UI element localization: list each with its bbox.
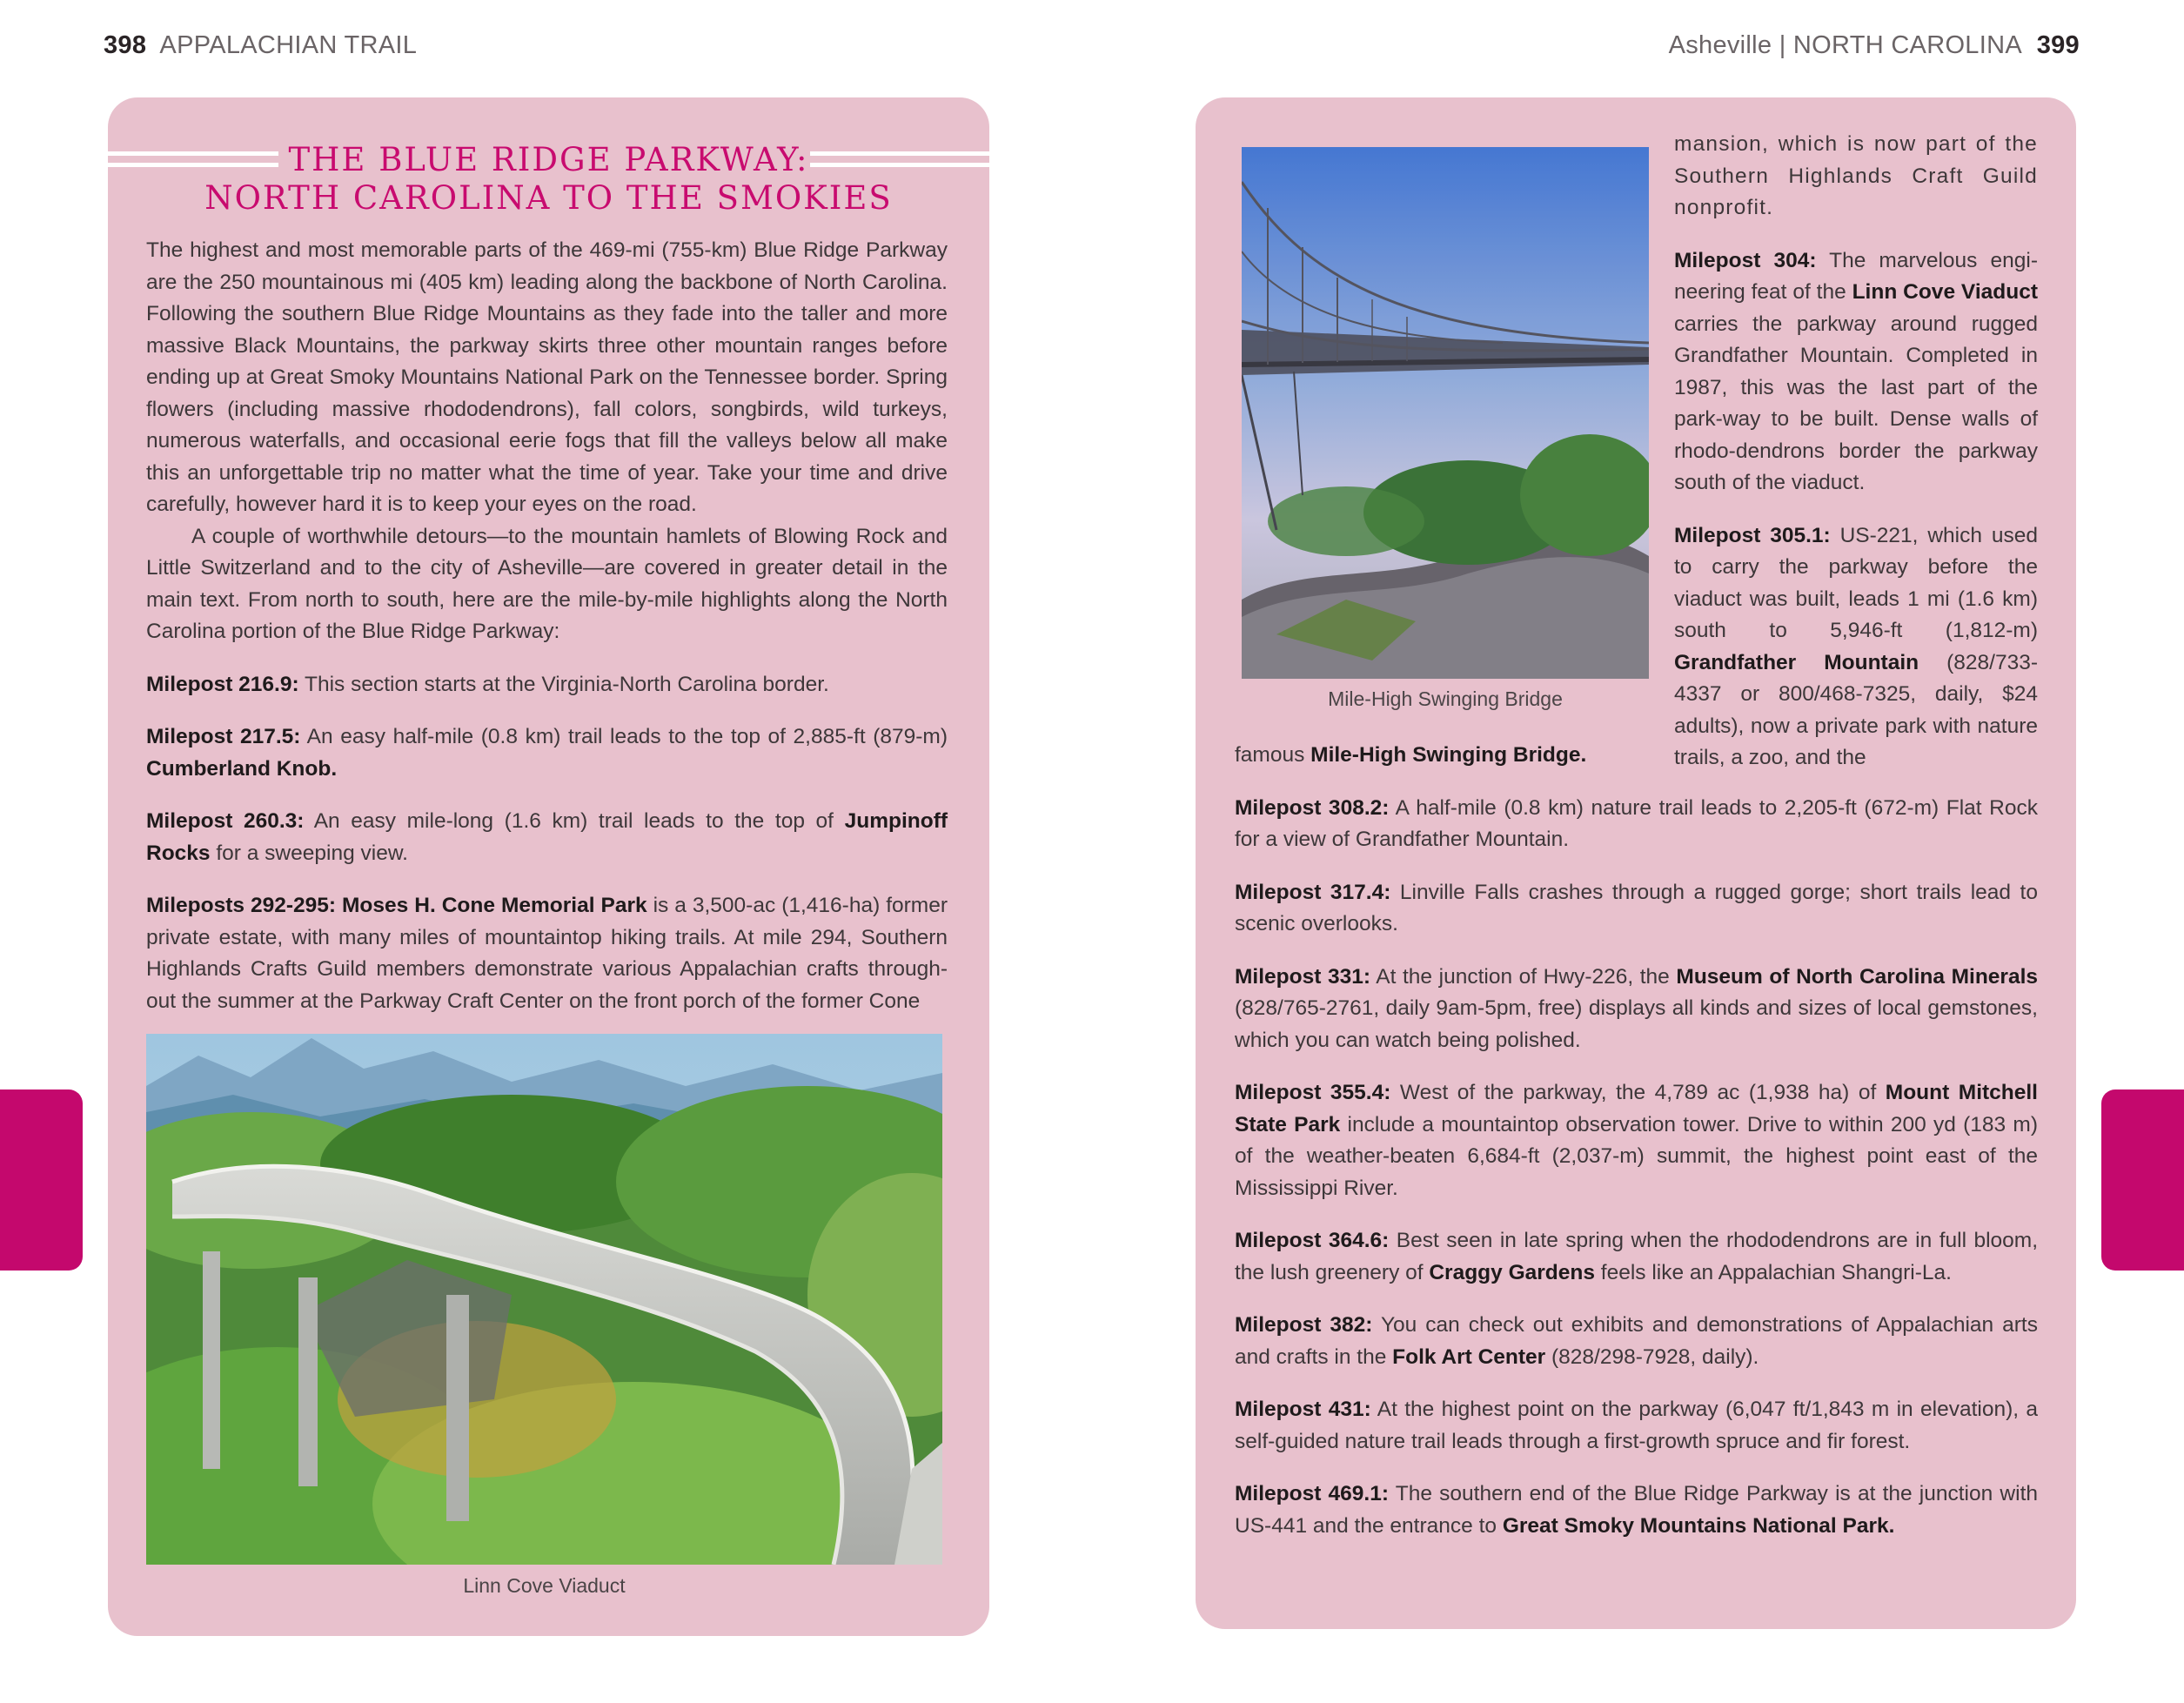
milepost-label: Milepost 382: (1235, 1313, 1373, 1337)
viaduct-caption: Linn Cove Viaduct (463, 1574, 626, 1597)
milepost-331 (1235, 962, 2038, 1057)
milepost-216-9 (146, 669, 948, 701)
milepost-highlight: Mile-High Swinging Bridge. (1310, 743, 1587, 767)
title-rule-right (810, 151, 989, 167)
milepost-highlight: Jumpinoff Rocks (146, 809, 948, 865)
milepost-292-295-continued: mansion, which is now part of the Southern Highlands Craft Guild nonprofit. (1674, 132, 2038, 219)
milepost-label: Milepost 304: (1674, 248, 1817, 272)
milepost-text: This section starts at the Virginia-North Carolina border. (298, 672, 829, 696)
milepost-text: A half-mile (0.8 km) nature trail leads to 2,205-ft (672-m) Flat Rock for a view of Grandfather Mountain. (1235, 795, 2038, 851)
right-column-text (1674, 129, 2038, 774)
page-number-left: 398 (104, 31, 147, 59)
milepost-text: for a sweeping view. (210, 841, 408, 865)
milepost-382 (1235, 1310, 2038, 1373)
sidebar-title (108, 141, 989, 218)
milepost-364-6 (1235, 1225, 2038, 1289)
milepost-217-5 (146, 721, 948, 785)
milepost-highlight: Mount Mitchell State Park (1235, 1081, 2038, 1136)
milepost-text: famous (1235, 743, 1311, 767)
milepost-text: (828/765-2761, daily 9am-5pm, free) displays all kinds and sizes of local gemstones, which you can watch being polished. (1235, 996, 2038, 1052)
sidebar-panel-left (108, 97, 989, 1636)
milepost-431 (1235, 1394, 2038, 1458)
milepost-text: (828/733-4337 or 800/468-7325, daily, $24 adults), now a private park with nature trails, a zoo, and the (1674, 650, 2039, 769)
swinging-bridge-caption: Mile-High Swinging Bridge (1328, 687, 1563, 710)
swinging-bridge-photo (1242, 147, 1649, 679)
milepost-label: Milepost 317.4: (1235, 880, 1391, 904)
milepost-text: The marvelous engi-neering feat of the (1674, 248, 2038, 304)
right-body-text (1235, 740, 2038, 1542)
milepost-label: Milepost 469.1: (1235, 1482, 1390, 1505)
milepost-highlight: Folk Art Center (1392, 1344, 1546, 1369)
intro-paragraph-2: A couple of worthwhile detours—to the mountain hamlets of Blowing Rock and Little Switzerland and to the city of Asheville—are covered in greater detail in the main text. From north to south, here are the mile-by-mile highlights along the North Carolina portion of the Blue Ridge Parkway: (146, 524, 948, 643)
milepost-304 (1674, 245, 2038, 500)
milepost-text: Best seen in late spring when the rhododendrons are in full bloom, the lush greenery of (1235, 1229, 2039, 1284)
milepost-text: At the highest point on the parkway (6,047 ft/1,843 m in elevation), a self-guided nature trail leads through a first-growth spruce and fir forest. (1235, 1398, 2038, 1453)
milepost-308-2 (1235, 793, 2038, 856)
milepost-label: Milepost 364.6: (1235, 1229, 1390, 1252)
milepost-text: include a mountaintop observation tower. Drive to within 200 yd (183 m) of the weather-beaten 6,684-ft (2,037-m) summit, the highest point east of the Mississippi River. (1235, 1112, 2038, 1200)
milepost-text: West of the parkway, the 4,789 ac (1,938 ha) of (1390, 1081, 1886, 1104)
thumb-tab-left (0, 1090, 83, 1271)
sidebar-panel-right (1196, 97, 2076, 1629)
intro-paragraph-1: The highest and most memorable parts of the 469-mi (755-km) Blue Ridge Parkway are the 250 mountainous mi (405 km) leading along the backbone of North Carolina. Following the southern Blue Ridge Mountains as they fade into the taller and more massive Black Mountains, the parkway skirts three other mountain ranges before ending up at Great Smoky Mountains National Park on the Tennessee border. Spring flowers (including massive rhododendrons), fall colors, songbirds, wild turkeys, numerous waterfalls, and occasional eerie fogs that fill the valleys below all make this an unforgettable trip no matter what the time of year. Take your time and drive carefully, however hard it is to keep your eyes on the road. (146, 238, 948, 516)
milepost-highlight: Cumberland Knob. (146, 756, 338, 781)
section-title-left: APPALACHIAN TRAIL (159, 31, 418, 59)
milepost-highlight: Museum of North Carolina Minerals (1676, 964, 2039, 989)
milepost-label: Milepost 355.4: (1235, 1081, 1391, 1104)
milepost-label: Milepost 308.2: (1235, 795, 1390, 820)
milepost-highlight: Craggy Gardens (1429, 1260, 1595, 1284)
viaduct-photo (146, 1034, 942, 1565)
sidebar-title-line-2: NORTH CAROLINA TO THE SMOKIES (204, 179, 893, 217)
milepost-text: Linville Falls crashes through a rugged gorge; short trails lead to scenic overlooks. (1235, 880, 2038, 935)
milepost-305-1-continued (1235, 740, 2038, 772)
milepost-text: feels like an Appalachian Shangri-La. (1594, 1260, 1952, 1284)
milepost-text: is a 3,500-ac (1,416-ha) former private estate, with many miles of mountaintop hiking trails. At mile 294, Southern Highlands Crafts Guild members demonstrate various Appalachian crafts through-out the summer at the Parkway Craft Center on the front porch of the former Cone (146, 894, 948, 1013)
milepost-highlight: Great Smoky Mountains National Park. (1502, 1513, 1895, 1538)
running-head-right (1669, 31, 2080, 60)
milepost-305-1 (1674, 520, 2038, 774)
milepost-label: Milepost 305.1: (1674, 523, 1831, 547)
thumb-tab-right (2101, 1090, 2184, 1271)
milepost-text: (828/298-7928, daily). (1545, 1344, 1759, 1369)
milepost-469-1 (1235, 1478, 2038, 1542)
sidebar-title-line-1: THE BLUE RIDGE PARKWAY: (288, 141, 809, 178)
milepost-355-4 (1235, 1077, 2038, 1204)
milepost-text: At the junction of Hwy-226, the (1370, 964, 1677, 989)
milepost-317-4 (1235, 877, 2038, 941)
milepost-text: carries the parkway around rugged Grandfather Mountain. Completed in 1987, this was the last part of the park-way to be built. Dense walls of rhodo-dendrons border the parkway south of the viaduct. (1674, 312, 2038, 494)
milepost-label: Milepost 431: (1235, 1398, 1371, 1421)
running-head-left (104, 31, 417, 60)
milepost-label: Mileposts 292-295: Moses H. Cone Memorial Park (146, 894, 647, 917)
milepost-text: The southern end of the Blue Ridge Parkway is at the junction with US-441 and the entrance to (1235, 1482, 2039, 1538)
milepost-text: An easy mile-long (1.6 km) trail leads to the top of (304, 809, 845, 833)
milepost-label: Milepost 216.9: (146, 672, 299, 696)
milepost-label: Milepost 260.3: (146, 809, 305, 833)
page-number-right: 399 (2036, 31, 2080, 59)
milepost-label: Milepost 331: (1235, 964, 1370, 989)
milepost-260-3 (146, 806, 948, 869)
left-body-text (146, 235, 948, 1017)
milepost-highlight: Linn Cove Viaduct (1852, 280, 2038, 304)
section-title-right: Asheville | NORTH CAROLINA (1668, 31, 2022, 59)
milepost-highlight: Grandfather Mountain (1674, 650, 1919, 674)
milepost-292-295 (146, 890, 948, 1017)
milepost-text: An easy half-mile (0.8 km) trail leads to the top of 2,885-ft (879-m) (300, 725, 948, 748)
milepost-text: You can check out exhibits and demonstrations of Appalachian arts and crafts in the (1235, 1313, 2038, 1369)
milepost-label: Milepost 217.5: (146, 725, 301, 748)
title-rule-left (108, 151, 278, 167)
milepost-text: US-221, which used to carry the parkway before the viaduct was built, leads 1 mi (1.6 km) south to 5,946-ft (1,812-m) (1674, 523, 2038, 642)
